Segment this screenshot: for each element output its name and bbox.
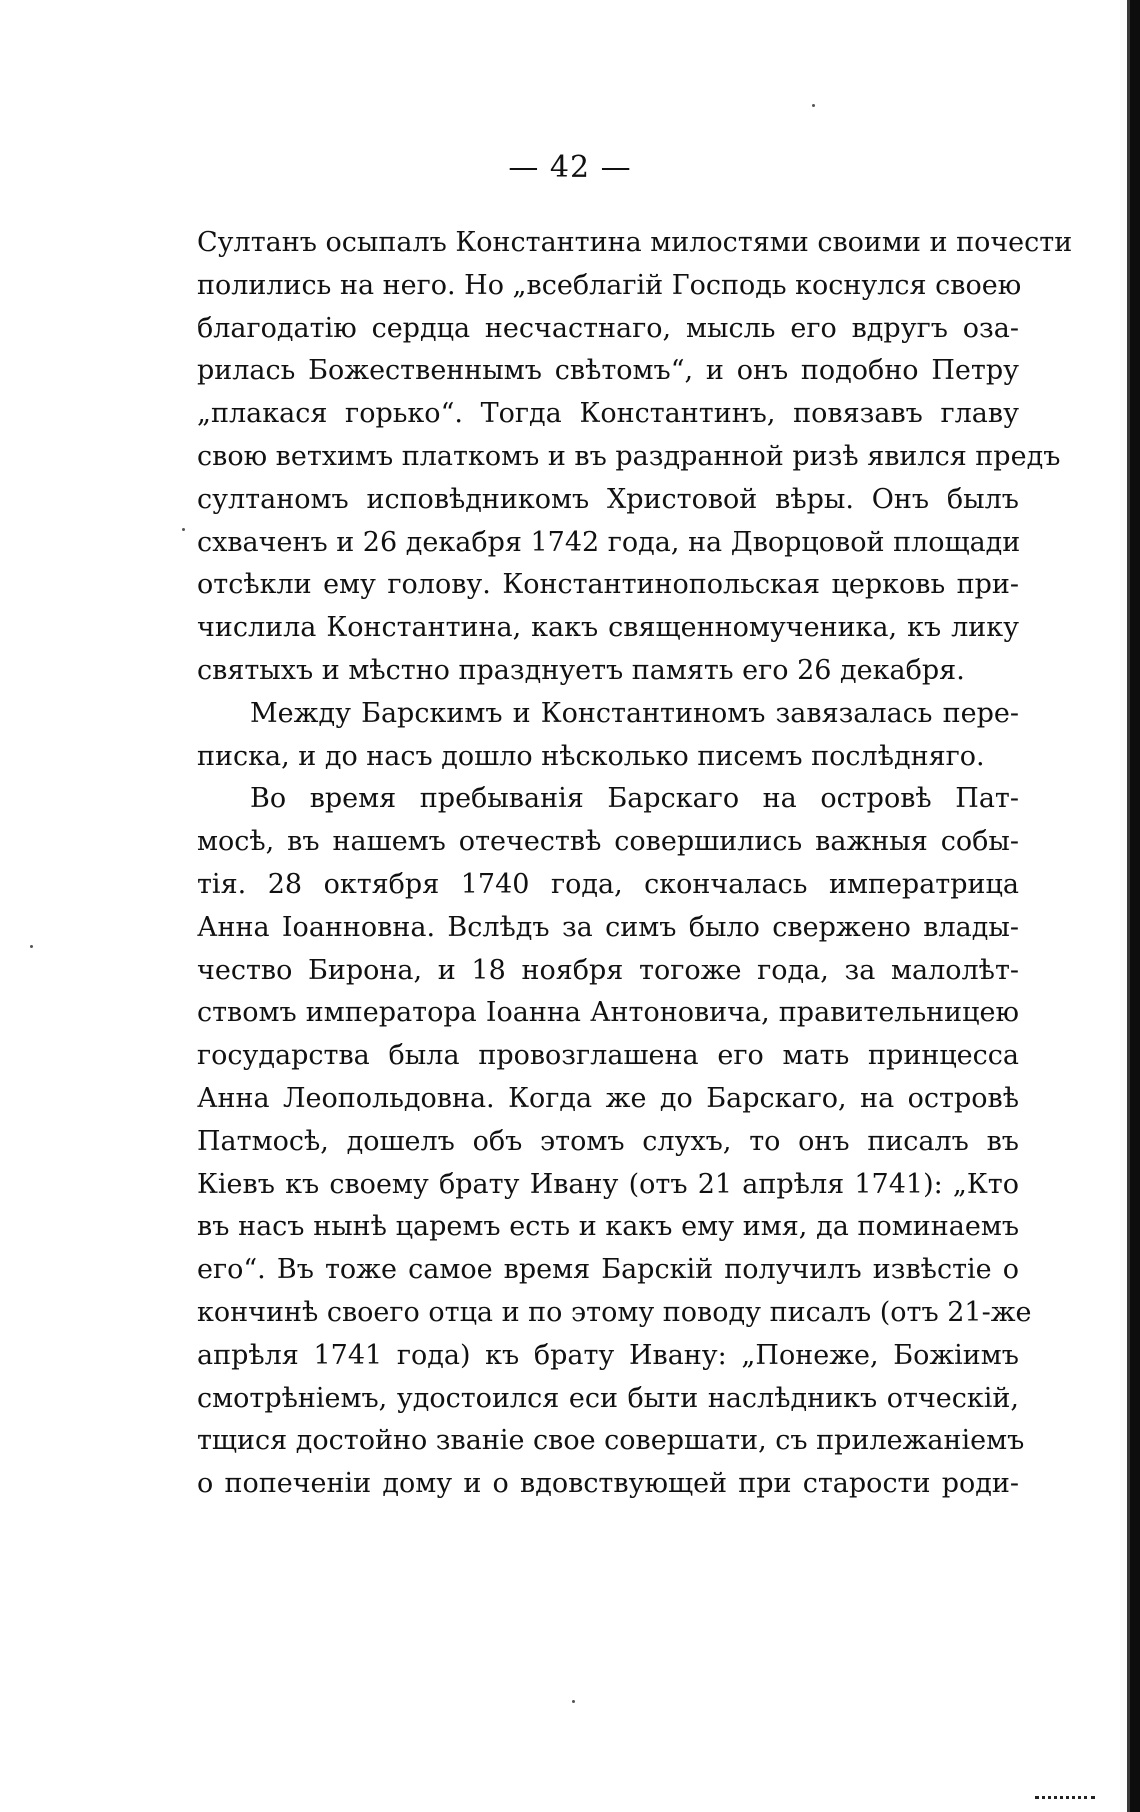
paragraph-2 [197,693,1019,779]
text-line: апрѣля 1741 года) къ брату Ивану: „Понеже, Божіимъ [197,1339,1019,1371]
text-line: о попеченіи дому и о вдовствующей при старости роди- [197,1468,1019,1500]
paragraph-3 [197,778,1032,1506]
text-line: схваченъ и 26 декабря 1742 года, на Дворцовой площади [197,526,1021,558]
text-line: Анна Іоанновна. Вслѣдъ за симъ было свержено влады- [197,911,1019,943]
scan-speck [812,104,815,107]
text-line: Султанъ осыпалъ Константина милостями своими и почести [197,227,1073,258]
text-line: кончинѣ своего отца и по этому поводу писалъ (отъ 21-же [197,1296,1032,1328]
text-line: Во время пребыванія Барскаго на островѣ Пат- [250,783,1019,815]
page-number: — 42 — [508,150,632,185]
text-line: рилась Божественнымъ свѣтомъ“, и онъ подобно Петру [197,355,1019,387]
text-line: мосѣ, въ нашемъ отечествѣ совершились важныя собы- [197,826,1019,858]
text-line: святыхъ и мѣстно празднуетъ память его 26 декабря. [197,654,965,686]
text-line: полились на него. Но „всеблагій Господь коснулся своею [197,269,1022,301]
text-line: благодатію сердца несчастнаго, мысль его вдругъ оза- [197,312,1019,344]
body-text [197,222,1073,1506]
text-line: свою ветхимъ платкомъ и въ раздранной ризѣ явился предъ [197,440,1061,472]
scan-speck [572,1700,575,1703]
text-line: смотрѣніемъ, удостоился еси быти наслѣдникъ отческій, [197,1382,1019,1414]
text-line: тщися достойно званіе свое совершати, съ прилежаніемъ [197,1425,1025,1457]
text-line: его“. Въ тоже самое время Барскій получилъ извѣстіе о [197,1254,1019,1286]
text-line: „плакася горько“. Тогда Константинъ, повязавъ главу [197,398,1019,430]
text-line: въ насъ нынѣ царемъ есть и какъ ему имя, да поминаемъ [197,1211,1019,1243]
text-line: отсѣкли ему голову. Константинопольская церковь при- [197,569,1019,601]
text-line: тія. 28 октября 1740 года, скончалась императрица [197,868,1019,900]
text-line: Между Барскимъ и Константиномъ завязалась пере- [250,697,1019,729]
text-line: Анна Леопольдовна. Когда же до Барскаго, на островѣ [197,1082,1019,1114]
scan-speck [30,945,33,948]
text-line: писка, и до насъ дошло нѣсколько писемъ послѣдняго. [197,740,985,772]
page-edge-shadow-inner [1127,0,1130,1812]
text-line: Кіевъ къ своему брату Ивану (отъ 21 апрѣля 1741): „Кто [197,1168,1019,1200]
text-line: ствомъ императора Іоанна Антоновича, правительницею [197,997,1019,1029]
paragraph-1 [197,222,1073,693]
text-line: Патмосѣ, дошелъ объ этомъ слухъ, то онъ писалъ въ [197,1125,1019,1157]
scan-artifact [1035,1790,1095,1799]
text-line: чество Бирона, и 18 ноября тогоже года, за малолѣт- [197,954,1019,986]
text-line: султаномъ исповѣдникомъ Христовой вѣры. Онъ былъ [197,483,1019,515]
text-line: числила Константина, какъ священномученика, къ лику [197,612,1019,644]
scan-speck [182,528,185,531]
text-line: государства была провозглашена его мать принцесса [197,1040,1019,1072]
page-edge-shadow [1130,0,1140,1812]
